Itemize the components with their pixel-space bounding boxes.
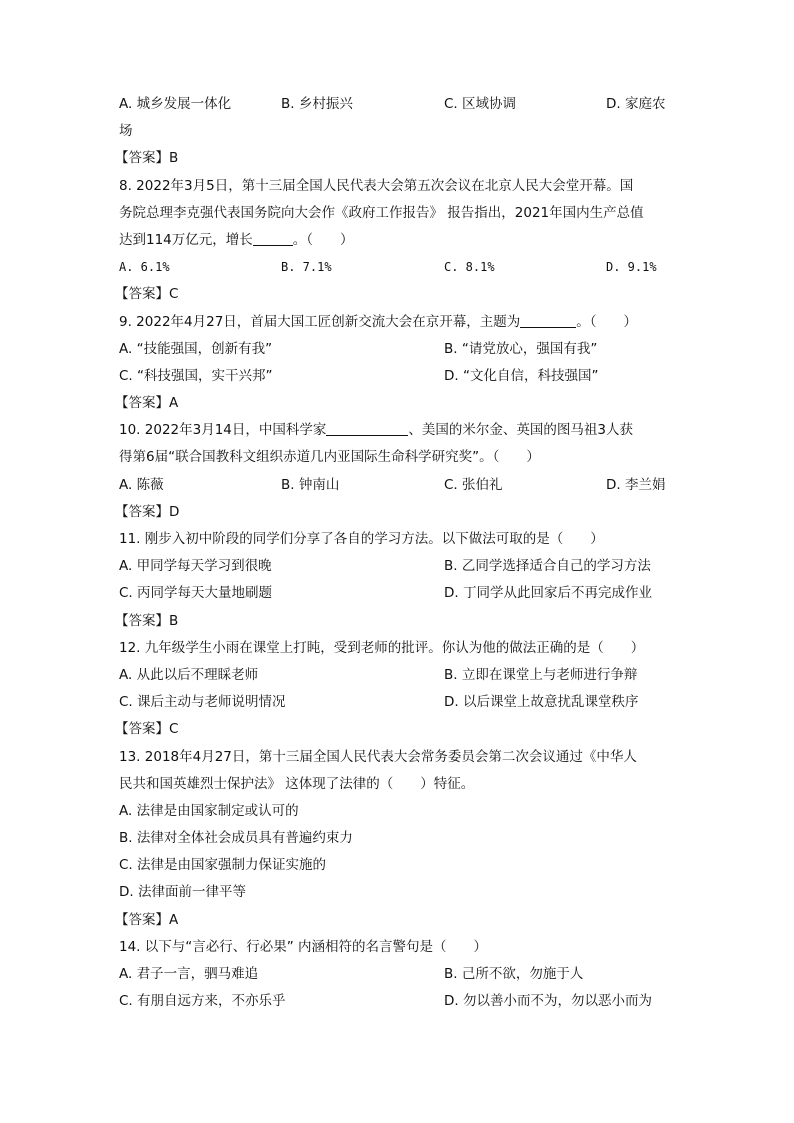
q9-answer [115,390,679,417]
q10-stem-line [119,417,679,444]
q10-stem-rest: 、美国的米尔金、英国的图马祖3人获 [408,422,633,439]
answer-blank [326,421,408,436]
q7-option-b: B. 乡村振兴 [281,96,353,112]
q8-stem-line: 务院总理李克强代表国务院向大会作《政府工作报告》 报告指出，2021年国内生产总值 [119,204,644,221]
answer-label: 【答案】 [115,721,169,738]
q12-answer [115,716,679,743]
q10-option-c: C. 张伯礼 [444,476,503,493]
answer-label: 【答案】 [115,503,169,520]
q8-stem-end: 。（ ） [292,231,354,248]
q7-option-d-wrap: 场 [119,123,133,140]
answer-label: 【答案】 [115,150,169,167]
answer-value: A [169,395,179,412]
q13-answer [115,907,679,934]
q13-option-a: A. 法律是由国家制定或认可的 [119,802,299,819]
q11-option-d: D. 丁同学从此回家后不再完成作业 [444,585,652,602]
q10-stem-start: 10. 2022年3月14日，中国科学家 [119,422,327,439]
answer-value: B [169,612,179,629]
q12-option-c: C. 课后主动与老师说明情况 [119,694,286,711]
q14-options-row [119,988,679,1015]
q12-options-row [119,689,679,716]
q7-options [119,91,679,118]
q10-options [119,472,679,499]
q8-option-c: C. 8.1% [444,260,495,275]
answer-value: C [169,721,179,738]
q11-option-a: A. 甲同学每天学习到很晚 [119,558,272,575]
q8-options [119,254,679,281]
q9-option-c: C. “科技强国，实干兴邦” [119,367,273,384]
q13-stem-line: 13. 2018年4月27日，第十三届全国人民代表大会常务委员会第二次会议通过《中华人 [119,748,637,765]
q8-stem-line [119,227,679,254]
q14-options-row [119,961,679,988]
q13-option-c: C. 法律是由国家强制力保证实施的 [119,857,327,874]
q11-options-row [119,553,679,580]
q7-option-c: C. 区域协调 [444,96,517,112]
answer-value: B [169,150,179,167]
q8-stem-text: 达到114万亿元，增长 [119,231,253,248]
q12-options-row [119,662,679,689]
answer-label: 【答案】 [115,395,169,412]
q14-option-b: B. 己所不欲，勿施于人 [444,966,584,982]
q11-answer [115,608,679,635]
q9-stem-line [119,309,679,336]
answer-value: D [169,503,180,520]
answer-blank [253,231,293,246]
q8-stem-line: 8. 2022年3月5日，第十三届全国人民代表大会第五次会议在北京人民大会堂开幕。国 [119,177,634,194]
q14-option-d: D. 勿以善小而不为，勿以恶小而为 [444,993,652,1010]
q12-option-d: D. 以后课堂上故意扰乱课堂秩序 [444,694,639,711]
q12-option-b: B. 立即在课堂上与老师进行争辩 [444,666,638,683]
q14-option-c: C. 有朋自远方来，不亦乐乎 [119,993,286,1010]
q10-option-d: D. 李兰娟 [606,476,666,493]
q12-stem-line: 12. 九年级学生小雨在课堂上打盹，受到老师的批评。你认为他的做法正确的是（ ） [119,639,645,656]
q10-option-b: B. 钟南山 [281,476,340,493]
q11-options-row [119,580,679,607]
q8-answer [115,281,679,308]
answer-label: 【答案】 [115,612,169,629]
answer-label: 【答案】 [115,911,169,928]
q10-answer [115,499,679,526]
q7-option-d: D. 家庭农 [606,96,666,112]
q9-options-row [119,336,679,363]
q13-stem-line: 民共和国英雄烈士保护法》 这体现了法律的（ ）特征。 [119,775,475,792]
q13-option-b: B. 法律对全体社会成员具有普遍约束力 [119,830,353,847]
q7-option-a: A. 城乡发展一体化 [119,96,232,112]
answer-value: C [169,286,179,303]
q10-option-a: A. 陈薇 [119,476,164,493]
q11-option-b: B. 乙同学选择适合自己的学习方法 [444,558,651,575]
q9-stem-text: 9. 2022年4月27日，首届大国工匠创新交流大会在京开幕，主题为 [119,313,521,330]
document-page [115,91,679,1015]
q14-stem-line: 14. 以下与“言必行、行必果” 内涵相符的名言警句是（ ） [119,938,488,955]
q14-option-a: A. 君子一言，驷马难追 [119,966,259,982]
q7-answer [115,145,679,172]
q8-option-d: D. 9.1% [606,260,657,275]
q9-options-row [119,363,679,390]
q13-option-d: D. 法律面前一律平等 [119,884,246,901]
q8-option-b: B. 7.1% [281,260,332,275]
q10-stem-line: 得第6届“联合国教科文组织赤道几内亚国际生命科学研究奖”。（ ） [119,449,540,466]
q11-option-c: C. 丙同学每天大量地刷题 [119,585,273,602]
answer-value: A [169,911,179,928]
q9-stem-end: 。（ ） [576,313,638,330]
q12-option-a: A. 从此以后不理睬老师 [119,666,259,683]
q9-option-b: B. “请党放心，强国有我” [444,340,598,357]
q9-option-d: D. “文化自信，科技强国” [444,367,599,384]
answer-label: 【答案】 [115,286,169,303]
answer-blank [520,313,576,328]
q9-option-a: A. “技能强国，创新有我” [119,340,273,357]
q8-option-a: A. 6.1% [119,260,170,275]
q11-stem-line: 11. 刚步入初中阶段的同学们分享了各自的学习方法。以下做法可取的是（ ） [119,531,604,547]
